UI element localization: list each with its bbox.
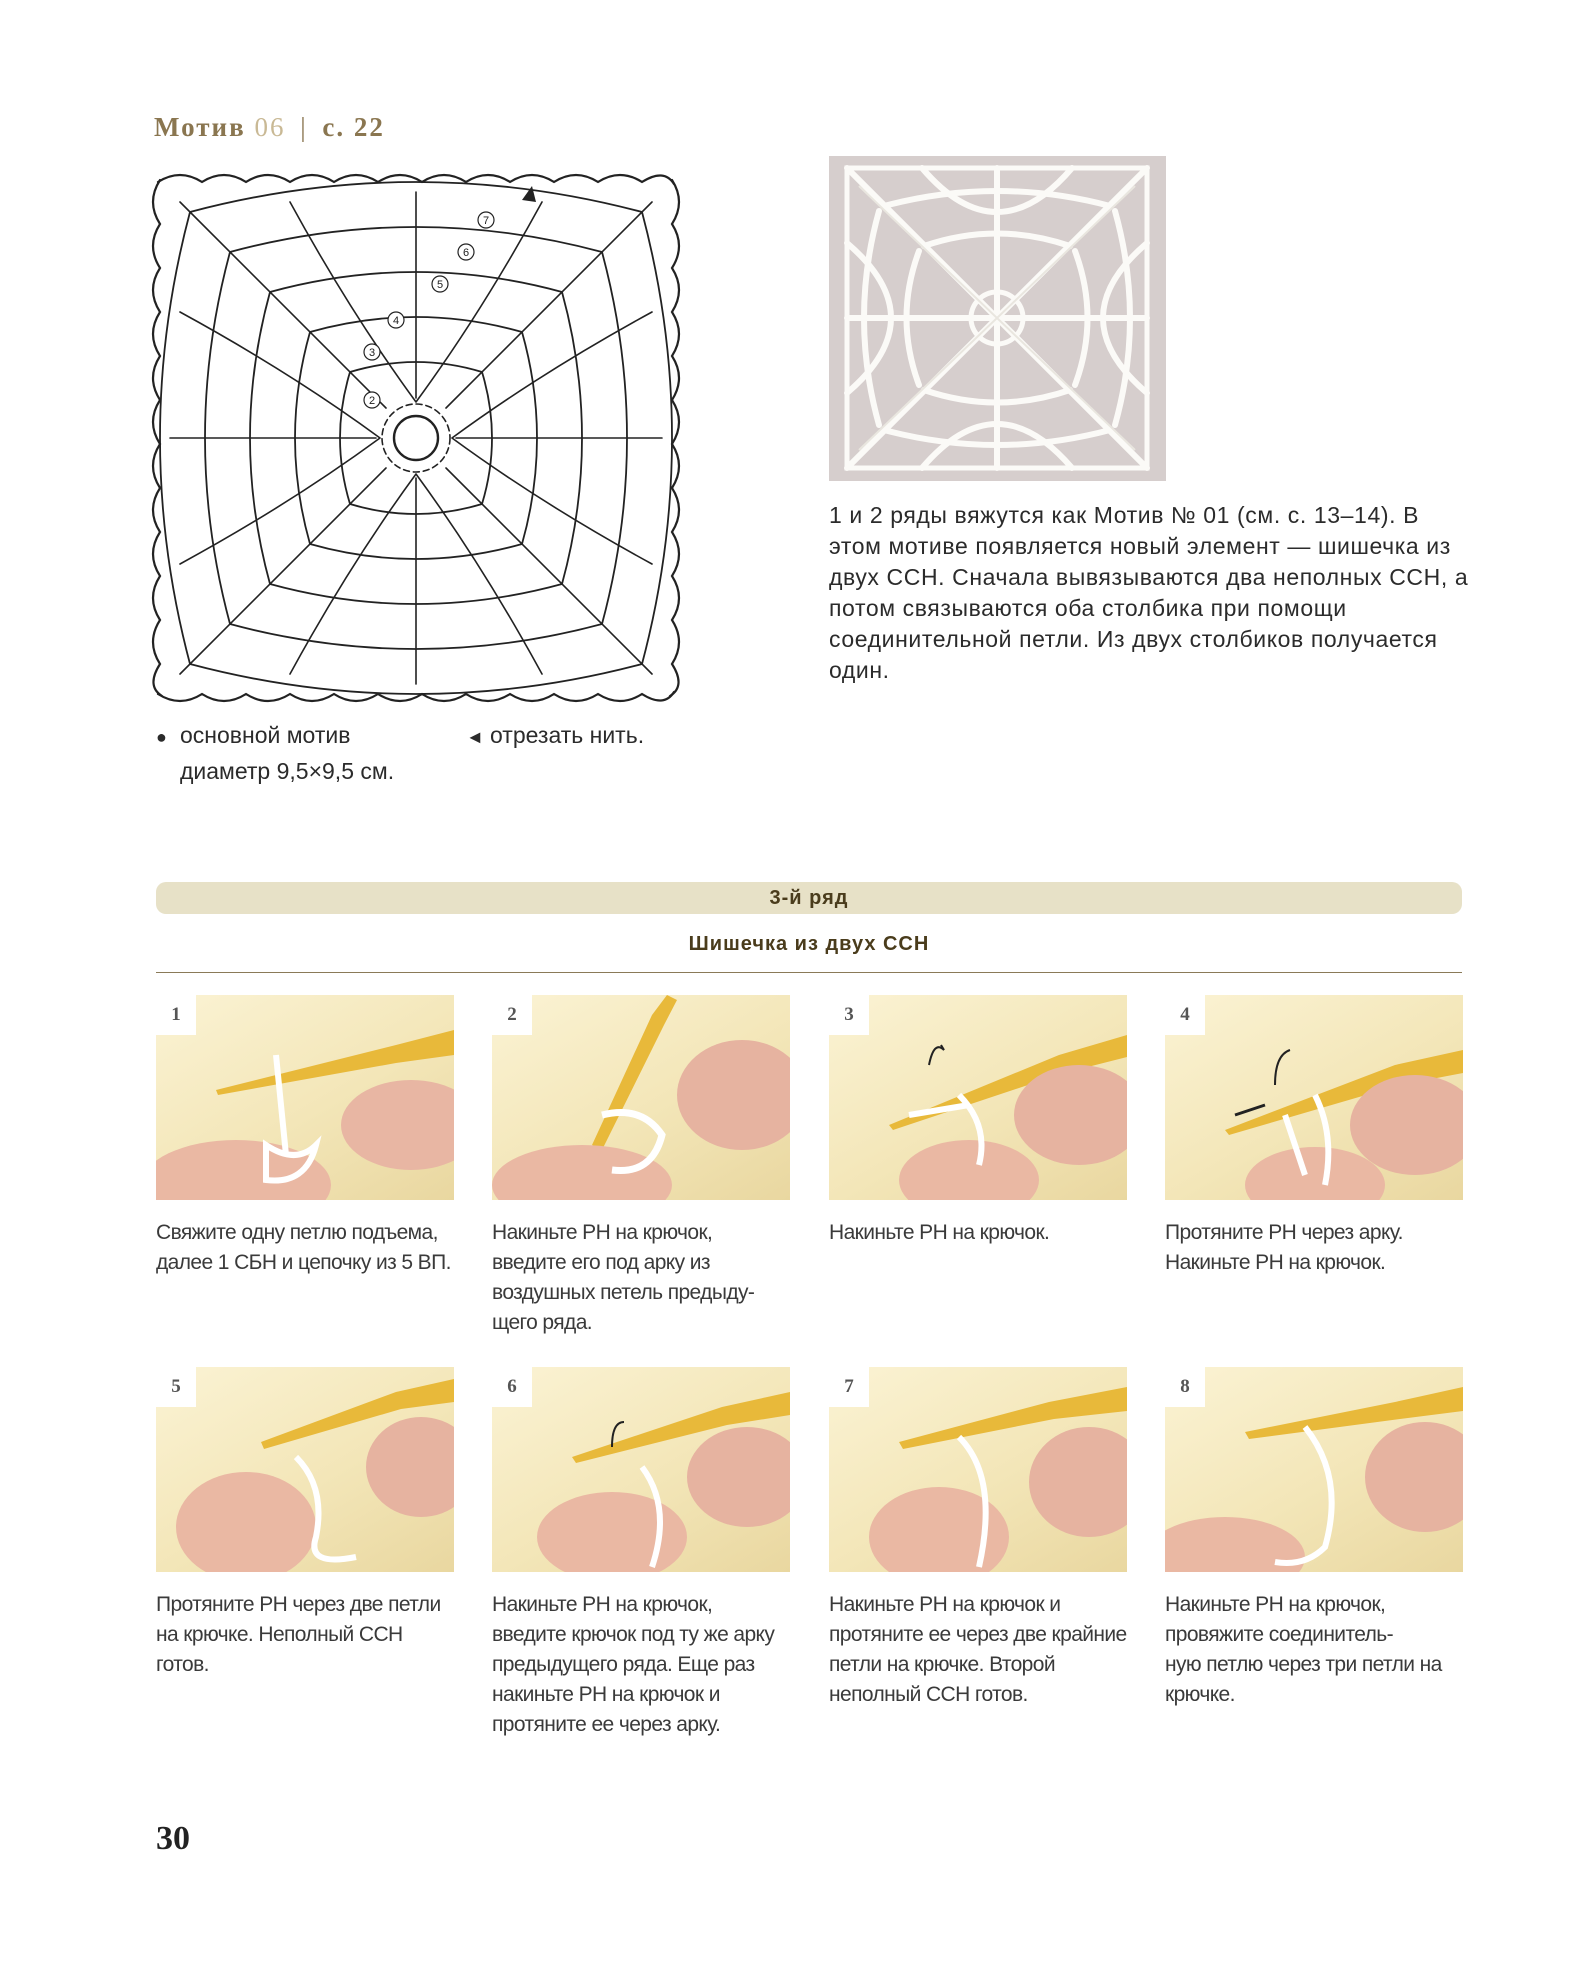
step-caption-8: Накиньте РН на крючок, провяжите соединитель- ную петлю через три петли на крючке. [1165,1593,1442,1706]
page-reference: с. 22 [322,112,385,142]
round-label-5: 5 [436,279,444,291]
diagonal-chains [170,192,662,684]
step-number-8: 8 [1165,1367,1205,1407]
step-card-6 [492,1367,790,1740]
section-divider [156,972,1462,973]
step-card-3 [829,995,1127,1248]
legend-cut-thread [466,718,644,754]
round-label-3: 3 [368,347,376,359]
step-number-4: 4 [1165,995,1205,1035]
legend-cut-label: отрезать нить. [490,722,645,748]
round-label-2: 2 [368,395,376,407]
cut-arrow-icon: ◄ [466,727,484,747]
intro-paragraph: 1 и 2 ряды вяжутся как Мотив № 01 (см. с. 13–14). В этом мотиве появляется новый элемент — шишечка из двух ССН. Сначала вывязываются два неполных ССН, а потом связываются оба столбика при помощи соединительной петли. Из двух столбиков получается один. [829,502,1469,683]
step-number-5: 5 [156,1367,196,1407]
motif-title [154,112,385,143]
step-caption-3: Накиньте РН на крючок. [829,1221,1050,1244]
step-number-2: 2 [492,995,532,1035]
row-title: 3-й ряд [769,886,849,909]
round-label-6: 6 [462,247,470,259]
legend-diameter: диаметр 9,5×9,5 см. [180,758,395,784]
step-photo-5 [156,1367,454,1572]
step-photo-7 [829,1367,1127,1572]
step-card-7 [829,1367,1127,1710]
step-caption-7: Накиньте РН на крючок и протяните ее через две крайние петли на крючке. Второй неполный ССН готов. [829,1593,1127,1706]
step-photo-3 [829,995,1127,1200]
round-label-7: 7 [482,215,490,227]
step-caption-5: Протяните РН через две петли на крючке. Неполный ССН готов. [156,1593,441,1676]
step-number-3: 3 [829,995,869,1035]
step-caption-6: Накиньте РН на крючок, введите крючок под ту же арку предыдущего ряда. Еще раз накиньте РН на крючок и протяните ее через арку. [492,1593,775,1736]
round-label-4: 4 [392,315,400,327]
center-ring [394,416,438,460]
crochet-chart-diagram [150,172,682,704]
bullet-icon: ● [156,727,167,747]
section-subtitle: Шишечка из двух ССН [688,933,930,955]
step-caption-4: Протяните РН через арку. Накиньте РН на крючок. [1165,1221,1403,1274]
motif-word: Мотив [154,112,246,142]
intro-text [829,500,1469,686]
title-separator: | [300,112,308,142]
step-card-4 [1165,995,1463,1278]
step-photo-8 [1165,1367,1463,1572]
row-title-bar [156,882,1462,914]
step-card-2 [492,995,790,1338]
page-number: 30 [156,1820,190,1857]
step-card-1 [156,995,454,1278]
step-photo-1 [156,995,454,1200]
finished-motif-photo [829,156,1166,481]
step-photo-2 [492,995,790,1200]
step-number-7: 7 [829,1367,869,1407]
step-caption-2: Накиньте РН на крючок, введите его под арку из воздушных петель предыду- щего ряда. [492,1221,755,1334]
step-photo-4 [1165,995,1463,1200]
legend-main-motif [156,718,394,788]
motif-number: 06 [254,112,286,142]
legend-main-label: основной мотив [180,722,351,748]
step-photo-6 [492,1367,790,1572]
step-number-6: 6 [492,1367,532,1407]
step-number-1: 1 [156,995,196,1035]
step-card-8 [1165,1367,1463,1710]
step-card-5 [156,1367,454,1680]
step-caption-1: Свяжите одну петлю подъема, далее 1 СБН и цепочку из 5 ВП. [156,1221,451,1274]
